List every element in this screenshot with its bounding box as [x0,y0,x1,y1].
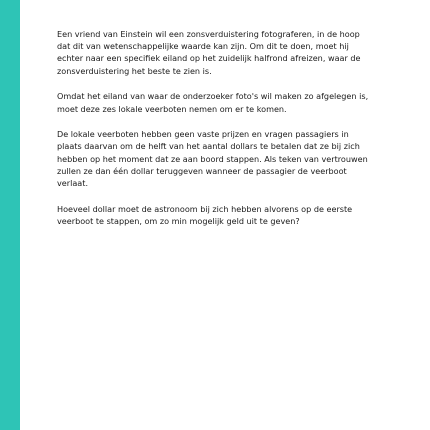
paragraph-ferries: De lokale veerboten hebben geen vaste prijzen en vragen passagiers in plaats daarvan om de helft van het aantal dollars te betalen dat ze bij zich hebben op het moment dat ze aan boord stappen. Als teken van vertrouwen zullen ze dan één dollar teruggeven wanneer de passagier de veerboot verlaat. [57,129,368,189]
paragraph-intro: Een vriend van Einstein wil een zonsverduistering fotograferen, in de hoop dat dit van wetenschappelijke waarde kan zijn. Om dit te doen, moet hij echter naar een specifiek eiland op het zuidelijk halfrond afreizen, waar de zonsverduistering het beste te zien is. [57,29,361,76]
accent-side-bar [0,0,20,430]
paragraph-question: Hoeveel dollar moet de astronoom bij zich hebben alvorens op de eerste veerboot te stappen, om zo min mogelijk geld uit te geven? [57,203,353,226]
paragraph-island: Omdat het eiland van waar de onderzoeker foto's wil maken zo afgelegen is, moet deze zes lokale veerboten nemen om er te komen. [57,91,369,114]
puzzle-text [57,28,369,241]
